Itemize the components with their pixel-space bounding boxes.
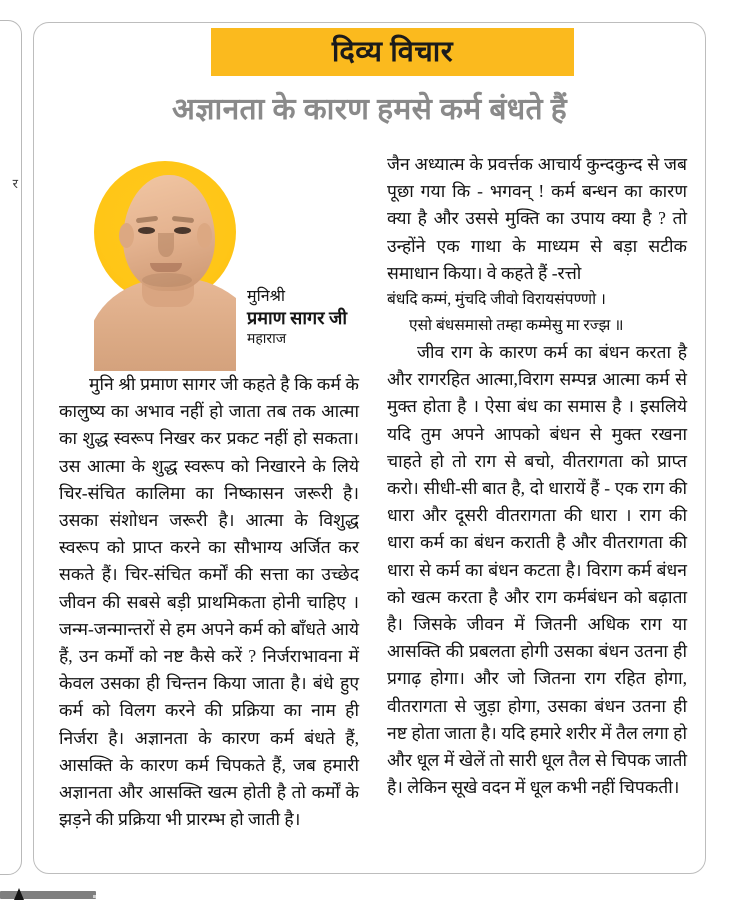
author-portrait-block	[59, 151, 359, 371]
byline-name: प्रमाण सागर जी	[247, 308, 348, 329]
scrollbar-tick	[93, 895, 96, 898]
right-column	[387, 151, 687, 866]
mouse-cursor-icon	[14, 888, 24, 900]
right-column-paragraph-2: जीव राग के कारण कर्म का बंधन करता है और रागरहित आत्मा,विराग सम्पन्न आत्मा कर्म से मुक्त होता है । ऐसा बंध का समास है । इसलिये यदि तुम अपने आपको बंधन से मुक्त रखना चाहते हो तो राग से बचो, वीतरागता को प्राप्त करो। सीधी-सी बात है, दो धारायें हैं - एक राग की धारा और दूसरी वीतरागता की धारा । राग की धारा कर्म का बंधन कराती है और वीतरागता की धारा से कर्म का बंधन कटता है। विराग कर्म बंधन को खत्म करता है और राग कर्मबंधन को बढ़ाता है। जिसके जीवन में जितनी अधिक राग या आसक्ति की प्रबलता होगी उसका बंधन उतना ही प्रगाढ़ होगा। और जो जितना राग रहित होगा, वीतरागता से जुड़ा होगा, उसका बंधन उतना ही नष्ट होता जाता है। यदि हमारे शरीर में तैल लगा हो और धूल में खेलें तो सारी धूल तैल से चिपक जाती है। लेकिन सूखे वदन में धूल कभी नहीं चिपकती।	[387, 342, 687, 798]
right-column-paragraph-1: जैन अध्यात्म के प्रवर्त्तक आचार्य कुन्दकुन्द से जब पूछा गया कि - भगवन् ! कर्म बन्धन का कारण क्या है और उससे मुक्ति का उपाय क्या है ? तो उन्होंने एक गाथा के माध्यम से बड़ा सटीक समाधान किया। वे कहते हैं -रत्तो	[387, 154, 687, 283]
byline-suffix: महाराज	[247, 331, 287, 347]
section-banner	[211, 28, 574, 76]
adjacent-article-card[interactable]	[0, 20, 22, 875]
horizontal-scrollbar[interactable]	[0, 887, 750, 901]
left-column	[59, 151, 359, 866]
verse-line-2: एसो बंधसमासो तम्हा कम्मेसु मा रज्झ ॥	[409, 317, 624, 335]
verse-line-1: बंधदि कम्मं, मुंचदि जीवो विरायसंपण्णो ।	[387, 291, 606, 309]
page-title: अज्ञानता के कारण हमसे कर्म बंधते हैं	[172, 93, 567, 126]
byline	[247, 287, 367, 348]
article-card[interactable]	[33, 22, 706, 874]
left-column-paragraph: मुनि श्री प्रमाण सागर जी कहते है कि कर्म के कालुष्य का अभाव नहीं हो जाता तब तक आत्मा का शुद्ध स्वरूप निखर कर प्रकट नहीं हो सकता। उस आत्मा के शुद्ध स्वरूप को निखारने के लिये चिर-संचित कालिमा का निष्कासन जरूरी है। उसका संशोधन जरूरी है। आत्मा के विशुद्ध स्वरूप को प्राप्त करने का सौभाग्य अर्जित कर सकते हैं। चिर-संचित कर्मों की सत्ता का उच्छेद जीवन की सबसे बड़ी प्राथमिकता होनी चाहिए । जन्म-जन्मान्तरों से हम अपने कर्म को बाँधते आये हैं, उन कर्मों को नष्ट कैसे करें ? निर्जराभावना में केवल उसका ही चिन्तन किया जाता है। बंधे हुए कर्म को विलग करने की प्रक्रिया का नाम ही निर्जरा है। अज्ञानता के कारण कर्म बंधते हैं, आसक्ति के कारण कर्म चिपकते हैं, जब हमारी अज्ञानता और आसक्ति खत्म होती है तो कर्मों के झड़ने की प्रक्रिया भी प्रारम्भ हो जाती है।	[59, 374, 359, 830]
adjacent-article-clipped-text: र	[12, 176, 18, 191]
byline-prefix: मुनिश्री	[247, 288, 286, 305]
article-columns	[59, 151, 687, 866]
section-title: दिव्य विचार	[331, 35, 454, 68]
avatar	[94, 161, 236, 371]
